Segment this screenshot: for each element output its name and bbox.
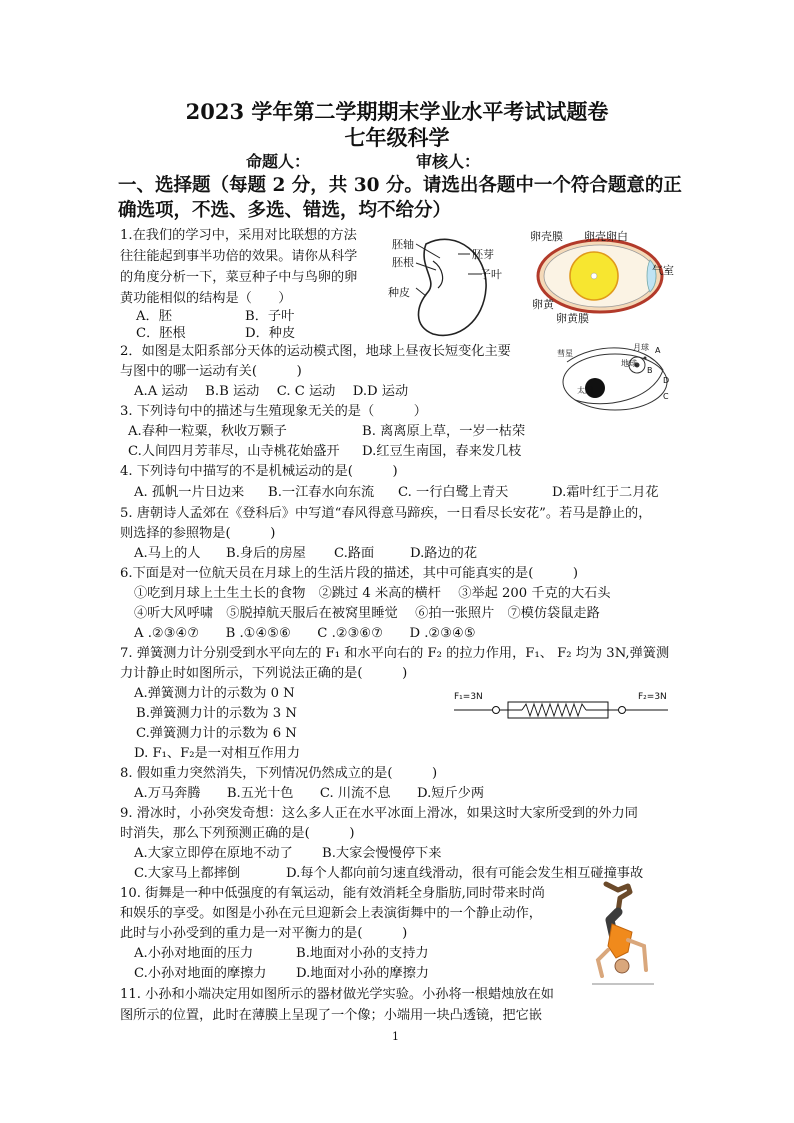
bean-seed-figure [388,226,528,346]
solar-label-comet: 彗星 [557,349,573,358]
q9-line1: 9. 滑冰时，小孙突发奇想：这么多人正在水平冰面上滑冰，如果这时大家所受到的外力同 [120,806,638,821]
q8-options: A.万马奔腾 B.五光十色 C. 川流不息 D.短斤少两 [134,786,485,801]
q4-line1: 4. 下列诗句中描写的不是机械运动的是( ) [120,464,398,479]
q7-option-c: C.弹簧测力计的示数为 6 N [136,726,297,741]
q1-line1: 1.在我们的学习中，采用对比联想的方法 [120,228,357,243]
q7-line2: 力计静止时如图所示，下列说法正确的是( ) [120,666,408,681]
q4-option-b: B.一江春水向东流 [268,485,375,500]
q9-line2: 时消失，那么下列预测正确的是( ) [120,826,355,841]
solar-label-a: A [655,346,661,355]
grade-subject: 七年级科学 [344,125,450,150]
egg-label-shell-albumen: 卵壳卵白 [584,230,628,243]
solar-system-figure [555,340,675,415]
q7-option-a: A.弹簧测力计的示数为 0 N [134,686,295,701]
q5-line1: 5. 唐朝诗人孟郊在《登科后》中写道“春风得意马蹄疾，一日看尽长安花”。若马是静止的， [120,506,652,521]
q1-option-a: A．胚 [136,309,172,324]
q3-option-a: A.春种一粒粟，秋收万颗子 [128,424,287,439]
q5-line2: 则选择的参照物是( ) [120,526,276,541]
q10-option-b: B.地面对小孙的支持力 [296,946,429,961]
q10-option-a: A.小孙对地面的压力 [134,946,254,961]
q1-line3: 的角度分析一下，菜豆种子中与鸟卵的卵 [120,270,358,285]
q4-option-d: D.霜叶红于二月花 [552,485,659,500]
solar-label-d: D [663,376,670,385]
seed-label-seed-coat: 种皮 [388,286,410,299]
q7-option-b: B.弹簧测力计的示数为 3 N [136,706,297,721]
q9-option-d: D.每个人都向前匀速直线滑动，很有可能会发生相互碰撞事故 [286,866,644,881]
bird-egg-figure [528,226,678,326]
seed-label-radicle: 胚根 [392,256,414,269]
q6-line1: 6.下面是对一位航天员在月球上的生活片段的描述，其中可能真实的是( ) [120,566,579,581]
q10-line2: 和娱乐的享受。如图是小孙在元旦迎新会上表演街舞中的一个静止动作， [120,906,542,921]
q6-options: A .②③④⑦ B .①④⑤⑥ C .②③⑥⑦ D .②③④⑤ [134,626,476,641]
egg-label-yolk-membrane: 卵黄膜 [556,312,589,325]
seed-label-plumule: 胚芽 [472,248,494,261]
egg-label-air-cell: 气室 [652,264,674,277]
q7-option-d: D. F₁、F₂是一对相互作用力 [134,746,301,761]
page-number: 1 [392,1030,399,1043]
q5-option-b: B.身后的房屋 [226,546,306,561]
q7-line1: 7. 弹簧测力计分别受到水平向左的 F₁ 和水平向右的 F₂ 的拉力作用，F₁、 F₂ 均为 3N,弹簧测 [120,646,670,661]
egg-label-yolk: 卵黄 [532,298,554,311]
q10-option-d: D.地面对小孙的摩擦力 [296,966,429,981]
reviewer-label: 审核人： [416,152,481,171]
q11-line1: 11. 小孙和小端决定用如图所示的器材做光学实验。小孙将一根蜡烛放在如 [120,987,554,1002]
section-heading-line2: 确选项，不选、多选、错选，均不给分） [118,200,452,221]
q3-option-c: C.人间四月芳菲尽，山寺桃花始盛开 [128,444,340,459]
q3-option-d: D.红豆生南国，春来发几枝 [362,444,522,459]
q10-line1: 10. 街舞是一种中低强度的有氧运动，能有效消耗全身脂肪,同时带来时尚 [120,886,545,901]
q4-option-a: A. 孤帆一片日边来 [134,485,245,500]
q1-option-c: C．胚根 [136,326,186,341]
q1-option-d: D．种皮 [245,326,296,341]
q9-option-b: B.大家会慢慢停下来 [322,846,442,861]
q5-option-c: C.路面 [334,546,375,561]
q8-line1: 8. 假如重力突然消失，下列情况仍然成立的是( ) [120,766,438,781]
seed-label-hypocotyl: 胚轴 [392,238,414,251]
q1-line4: 黄功能相似的结构是（ ） [120,291,292,306]
q6-line3: ④听大风呼啸 ⑤脱掉航天服后在被窝里睡觉 ⑥拍一张照片 ⑦模仿袋鼠走路 [134,606,600,621]
force-label-f1: F₁=3N [454,692,483,702]
force-label-f2: F₂=3N [638,692,667,702]
spring-scale-figure [452,688,672,728]
q3-option-b: B. 离离原上草，一岁一枯荣 [362,424,526,439]
solar-label-earth: 地球 [621,359,637,368]
exam-title: 2023 学年第二学期期末学业水平考试试题卷 [185,99,609,124]
q2-line1: 2．如图是太阳系部分天体的运动模式图，地球上昼夜长短变化主要 [120,344,511,359]
solar-label-c: C [663,392,669,401]
q2-line2: 与图中的哪一运动有关( ) [120,364,302,379]
q5-option-d: D.路边的花 [410,546,478,561]
q1-line2: 往往能起到事半功倍的效果。请你从科学 [120,249,358,264]
street-dancer-figure [588,880,658,990]
solar-label-moon: 月球 [633,343,649,352]
author-label: 命题人： [246,152,311,171]
q9-option-c: C.大家马上都摔倒 [134,866,241,881]
q4-option-c: C. 一行白鹭上青天 [398,485,509,500]
q5-option-a: A.马上的人 [134,546,201,561]
q1-option-b: B．子叶 [245,309,295,324]
q9-option-a: A.大家立即停在原地不动了 [134,846,293,861]
solar-label-sun: 太阳 [577,386,593,395]
q2-options: A.A 运动 B.B 运动 C. C 运动 D.D 运动 [134,384,409,399]
seed-label-cotyledon: 子叶 [480,268,502,281]
egg-label-shell-membrane: 卵壳膜 [530,230,563,243]
q3-line1: 3. 下列诗句中的描述与生殖现象无关的是（ ） [120,404,427,419]
q10-option-c: C.小孙对地面的摩擦力 [134,966,267,981]
q11-line2: 图所示的位置，此时在薄膜上呈现了一个像；小端用一块凸透镜，把它嵌 [120,1008,542,1023]
solar-label-b: B [647,366,653,375]
section-heading-line1: 一、选择题（每题 2 分，共 30 分。请选出各题中一个符合题意的正 [118,175,682,196]
q6-line2: ①吃到月球上土生土长的食物 ②跳过 4 米高的横杆 ③举起 200 千克的大石头 [134,586,611,601]
q10-line3: 此时与小孙受到的重力是一对平衡力的是( ) [120,926,408,941]
